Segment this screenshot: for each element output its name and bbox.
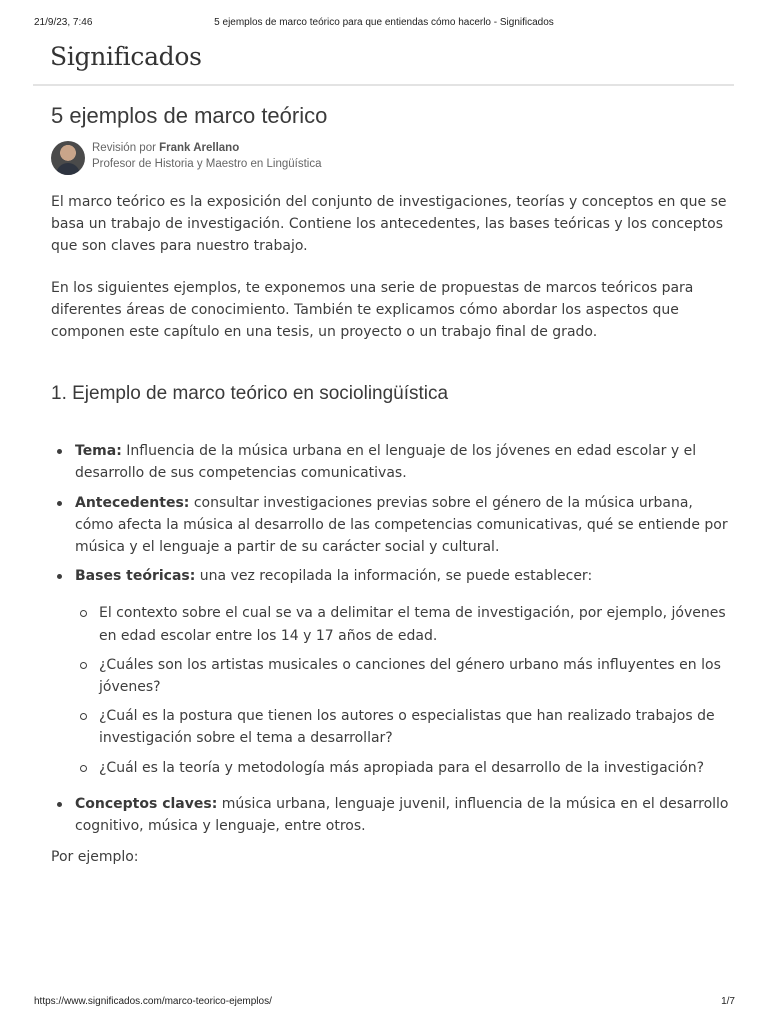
page-number: 1/7 [721, 996, 735, 1007]
sub-item-text: ¿Cuál es la teoría y metodología más apropiada para el desarrollo de la investigación? [99, 759, 705, 776]
circle-bullet-icon [80, 610, 87, 617]
article [51, 100, 731, 868]
byline-text [92, 140, 321, 172]
intro-paragraph-2: En los siguientes ejemplos, te exponemos una serie de propuestas de marcos teóricos para diferentes áreas de conocimiento. También te explicamos cómo abordar los aspectos que componen este capítulo en una tesis, un proyecto o un trabajo final de grado. [51, 279, 694, 341]
sub-list-item [75, 602, 731, 646]
print-footer [0, 994, 768, 1024]
page-url[interactable]: https://www.significados.com/marco-teorico-ejemplos/ [34, 996, 272, 1007]
item-label: Conceptos claves: [75, 795, 218, 812]
item-text: Influencia de la música urbana en el lenguaje de los jóvenes en edad escolar y el desarrollo de sus competencias comunicativas. [75, 443, 697, 482]
bullet-icon [57, 501, 62, 506]
site-logo[interactable]: Significados [50, 42, 202, 71]
author-role: Profesor de Historia y Maestro en Lingüística [92, 158, 322, 170]
sub-item-text: El contexto sobre el cual se va a delimitar el tema de investigación, por ejemplo, jóvenes en edad escolar entre los 14 y 17 años de edad. [99, 605, 726, 644]
bullet-icon [57, 449, 62, 454]
print-header [0, 0, 768, 28]
article-title: 5 ejemplos de marco teórico [51, 103, 328, 128]
bullet-icon [57, 574, 62, 579]
sub-list-item [75, 705, 731, 749]
print-date: 21/9/23, 7:46 [34, 17, 93, 28]
list-item-tema [51, 440, 731, 484]
sub-list [75, 602, 731, 778]
sub-item-text: ¿Cuál es la postura que tienen los autores o especialistas que han realizado trabajos de investigación sobre el tema a desarrollar? [99, 708, 715, 747]
item-label: Bases teóricas: [75, 568, 196, 585]
sub-item-text: ¿Cuáles son los artistas musicales o canciones del género urbano más influyentes en los jóvenes? [99, 656, 721, 696]
byline [51, 138, 731, 178]
site-header [33, 40, 734, 86]
item-label: Antecedentes: [75, 494, 190, 511]
item-text: consultar investigaciones previas sobre el género de la música urbana, cómo afecta la música al desarrollo de las competencias comunicativas, qué se entiende por música y el lenguaje a partir de su carácter social y cultural. [75, 494, 728, 556]
circle-bullet-icon [80, 765, 87, 772]
intro-paragraph-1: El marco teórico es la exposición del conjunto de investigaciones, teorías y conceptos en que se basa un trabajo de investigación. Contiene los antecedentes, las bases teóricas y los conceptos que son claves para nuestro trabajo. [51, 194, 727, 255]
circle-bullet-icon [80, 662, 87, 669]
sub-list-item [75, 654, 731, 698]
print-doc-title: 5 ejemplos de marco teórico para que entiendas cómo hacerlo - Significados [214, 17, 554, 28]
section-heading: 1. Ejemplo de marco teórico en sociolingüística [51, 383, 449, 405]
item-label: Tema: [75, 443, 122, 460]
list-item-conceptos-claves [51, 793, 731, 837]
byline-prefix: Revisión por [92, 142, 156, 154]
list-item-antecedentes [51, 492, 731, 559]
item-text: música urbana, lenguaje juvenil, influencia de la música en el desarrollo cognitivo, música y lenguaje, entre otros. [75, 795, 729, 835]
bullet-icon [57, 802, 62, 807]
circle-bullet-icon [80, 713, 87, 720]
author-name[interactable]: Frank Arellano [159, 142, 240, 154]
list-item-bases-teoricas [51, 565, 731, 779]
author-avatar [51, 141, 85, 175]
closing-text: Por ejemplo: [51, 849, 139, 866]
example-list [51, 440, 731, 837]
item-text: una vez recopilada la información, se puede establecer: [195, 568, 593, 585]
sub-list-item [75, 757, 731, 779]
